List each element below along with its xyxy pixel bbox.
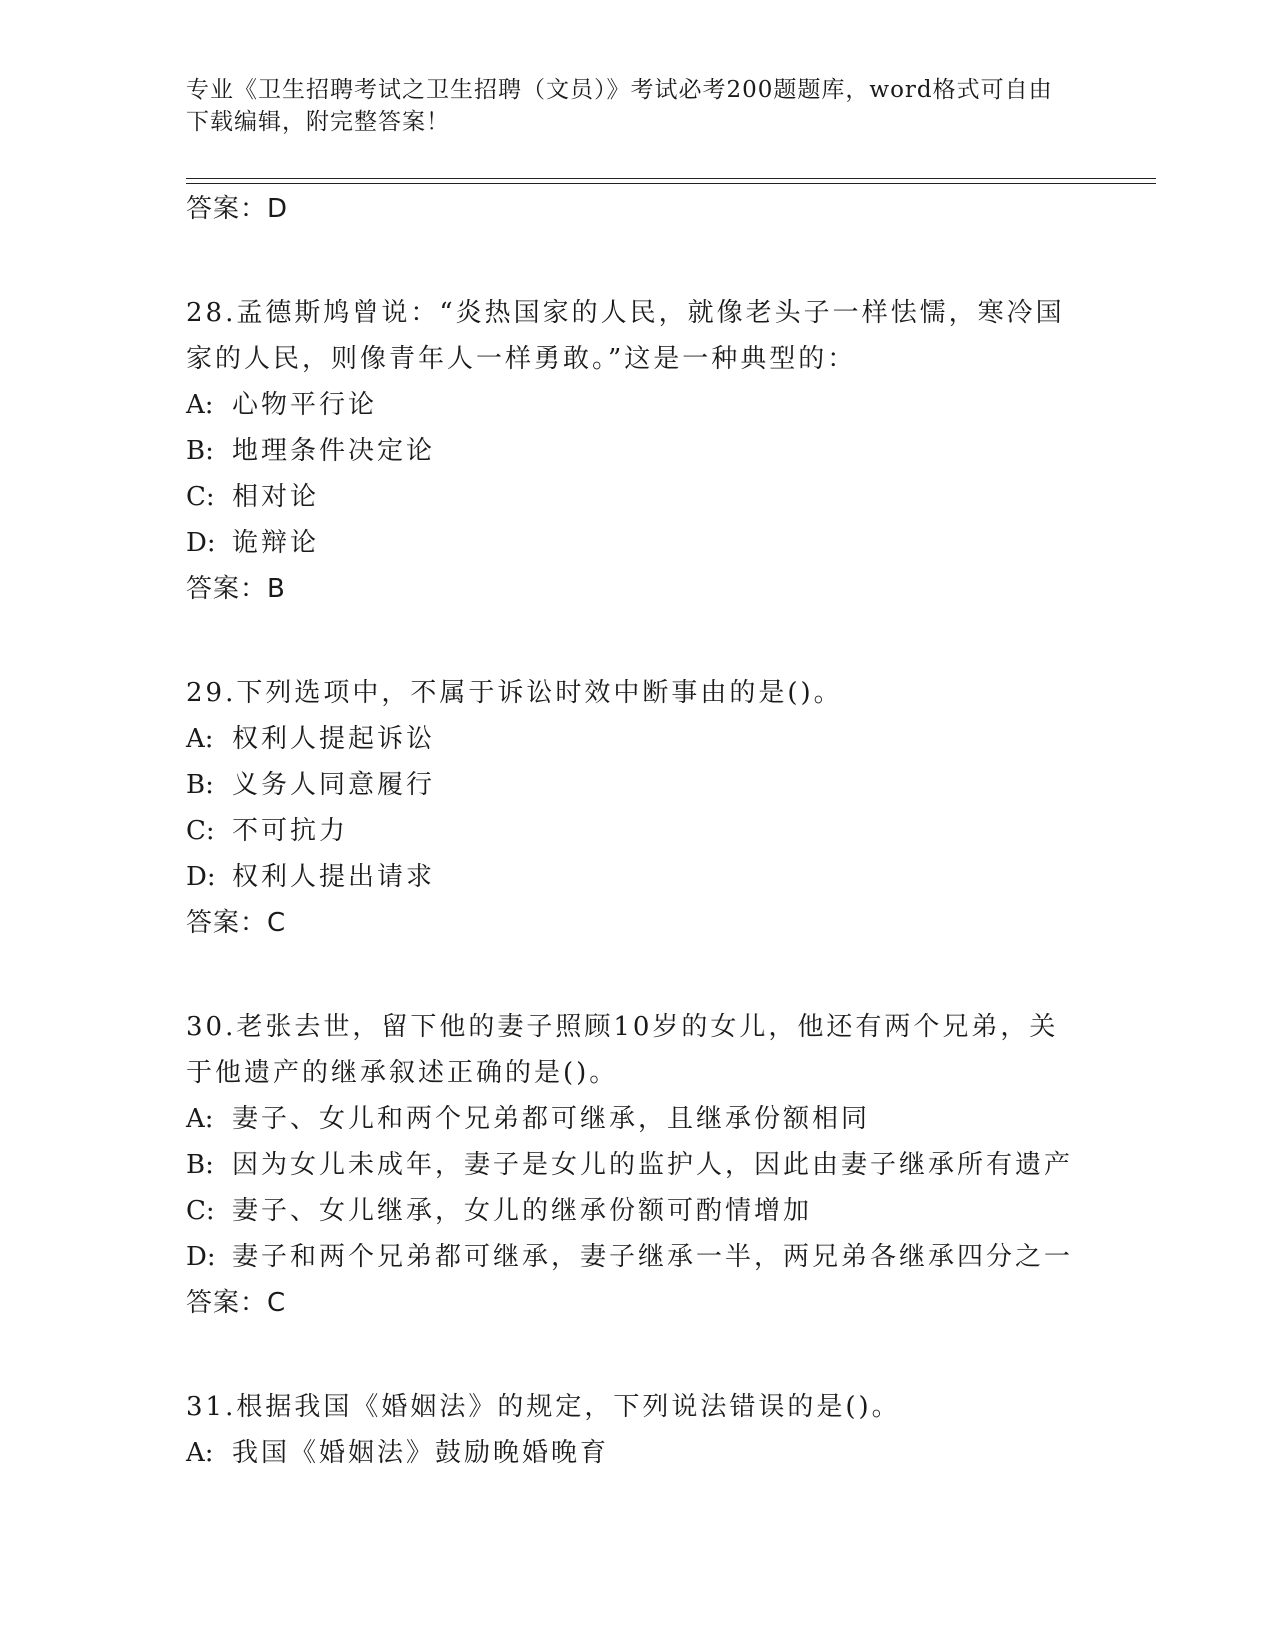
option-c [186, 1188, 1086, 1234]
option-letter: B: [186, 436, 214, 466]
question-block [186, 290, 1086, 612]
option-b [186, 428, 1086, 474]
question-stem: 28.孟德斯鸠曾说：“炎热国家的人民，就像老头子一样怯懦，寒冷国家的人民，则像青年人一样勇敢。”这是一种典型的： [186, 298, 1065, 374]
option-letter: D: [186, 1242, 216, 1272]
option-text: 因为女儿未成年，妻子是女儿的监护人，因此由妻子继承所有遗产 [232, 1150, 1074, 1180]
option-letter: A: [186, 724, 214, 754]
option-text: 诡辩论 [232, 528, 320, 558]
option-text: 我国《婚姻法》鼓励晚婚晚育 [232, 1438, 610, 1468]
option-a [186, 1096, 1086, 1142]
answer-line: 答案：D [186, 194, 289, 224]
option-b [186, 1142, 1086, 1188]
question-block [186, 1004, 1086, 1326]
header-rule-top [186, 178, 1156, 179]
option-letter: B: [186, 1150, 214, 1180]
option-letter: D: [186, 862, 216, 892]
option-text: 心物平行论 [232, 390, 378, 420]
option-letter: D: [186, 528, 216, 558]
option-c [186, 474, 1086, 520]
option-d [186, 1234, 1086, 1280]
spacer [186, 612, 1086, 670]
option-letter: A: [186, 1104, 214, 1134]
option-a [186, 1430, 1086, 1476]
answer-line: 答案：C [186, 908, 287, 938]
question-stem: 31.根据我国《婚姻法》的规定，下列说法错误的是()。 [186, 1392, 901, 1422]
option-letter: C: [186, 482, 215, 512]
option-text: 地理条件决定论 [232, 436, 436, 466]
option-a [186, 716, 1086, 762]
answer-line: 答案：B [186, 574, 286, 604]
option-letter: C: [186, 816, 215, 846]
question-list [186, 186, 1086, 1476]
option-text: 妻子、女儿继承，女儿的继承份额可酌情增加 [232, 1196, 813, 1226]
option-letter: A: [186, 390, 214, 420]
option-b [186, 762, 1086, 808]
question-stem: 30.老张去世，留下他的妻子照顾10岁的女儿，他还有两个兄弟，关于他遗产的继承叙述正确的是()。 [186, 1012, 1059, 1088]
option-text: 权利人提起诉讼 [232, 724, 436, 754]
spacer [186, 1326, 1086, 1384]
option-text: 妻子、女儿和两个兄弟都可继承，且继承份额相同 [232, 1104, 871, 1134]
spacer [186, 946, 1086, 1004]
option-text: 义务人同意履行 [232, 770, 436, 800]
option-text: 权利人提出请求 [232, 862, 436, 892]
option-a [186, 382, 1086, 428]
option-text: 相对论 [232, 482, 320, 512]
option-letter: C: [186, 1196, 215, 1226]
header-rule-bottom [186, 183, 1156, 184]
option-text: 妻子和两个兄弟都可继承，妻子继承一半，两兄弟各继承四分之一 [232, 1242, 1074, 1272]
option-letter: B: [186, 770, 214, 800]
spacer [186, 232, 1086, 290]
question-block [186, 1384, 1086, 1476]
option-c [186, 808, 1086, 854]
option-letter: A: [186, 1438, 214, 1468]
option-text: 不可抗力 [232, 816, 349, 846]
option-d [186, 854, 1086, 900]
question-block [186, 670, 1086, 946]
answer-line: 答案：C [186, 1288, 287, 1318]
option-d [186, 520, 1086, 566]
question-stem: 29.下列选项中，不属于诉讼时效中断事由的是()。 [186, 678, 843, 708]
page-header: 专业《卫生招聘考试之卫生招聘（文员）》考试必考200题题库，word格式可自由下载编辑，附完整答案！ [186, 77, 1053, 135]
